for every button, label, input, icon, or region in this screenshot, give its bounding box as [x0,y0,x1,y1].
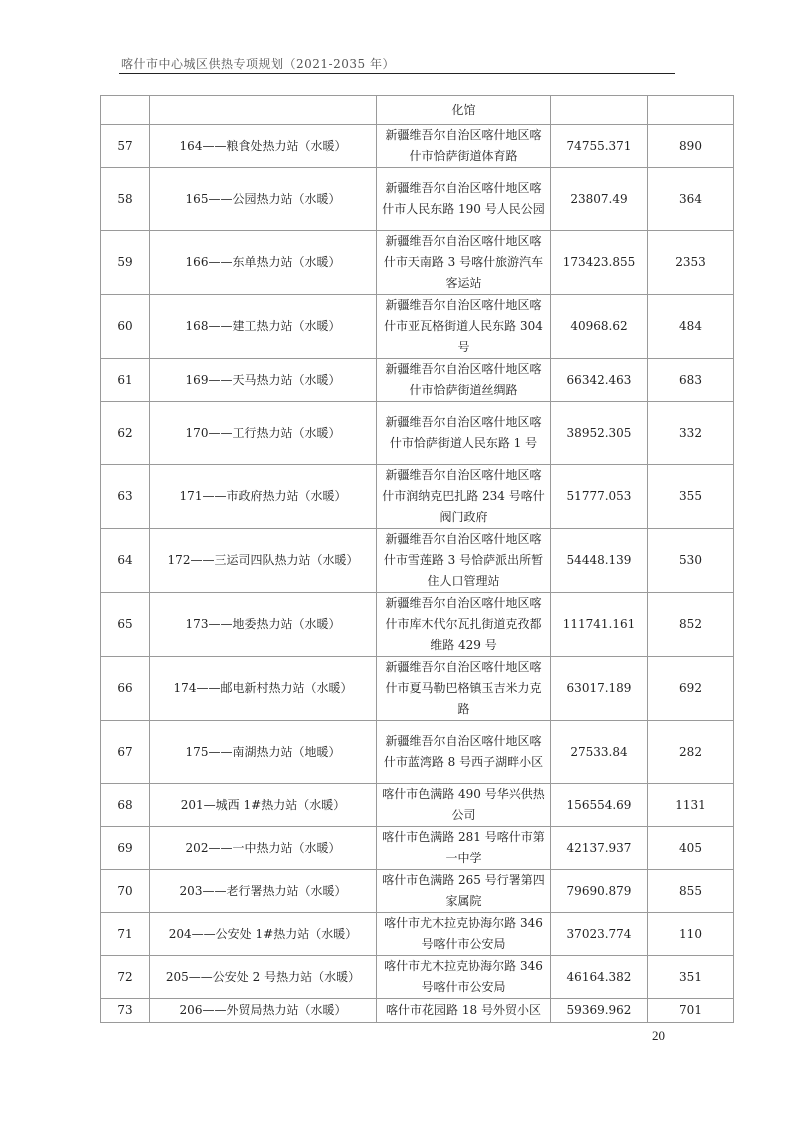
cell-address: 新疆维吾尔自治区喀什地区喀什市库木代尔瓦扎街道克孜都维路 429 号 [377,593,551,657]
cell-area: 59369.962 [551,999,648,1023]
table-row [101,529,734,593]
cell-area: 54448.139 [551,529,648,593]
cell-station-name: 166——东单热力站（水暖） [150,231,377,295]
cell-load: 852 [648,593,734,657]
table-row [101,827,734,870]
page-number: 20 [652,1028,665,1043]
table-row [101,359,734,402]
cell-load: 484 [648,295,734,359]
cell-load: 332 [648,402,734,465]
cell-address: 化馆 [377,96,551,125]
cell-area: 42137.937 [551,827,648,870]
cell-address: 新疆维吾尔自治区喀什地区喀什市润纳克巴扎路 234 号喀什阀门政府 [377,465,551,529]
table-row [101,956,734,999]
cell-station-name: 164——粮食处热力站（水暖） [150,125,377,168]
cell-area: 23807.49 [551,168,648,231]
page-header-title: 喀什市中心城区供热专项规划（2021-2035 年） [121,57,395,71]
cell-area: 156554.69 [551,784,648,827]
cell-area: 27533.84 [551,721,648,784]
cell-area [551,96,648,125]
table-row [101,784,734,827]
cell-station-name: 168——建工热力站（水暖） [150,295,377,359]
cell-area: 40968.62 [551,295,648,359]
table-row [101,465,734,529]
cell-load: 110 [648,913,734,956]
cell-area: 173423.855 [551,231,648,295]
cell-station-name: 172——三运司四队热力站（水暖） [150,529,377,593]
cell-index: 59 [101,231,150,295]
cell-station-name: 206——外贸局热力站（水暖） [150,999,377,1023]
cell-station-name: 201—城西 1#热力站（水暖） [150,784,377,827]
cell-index: 65 [101,593,150,657]
table-row [101,295,734,359]
cell-address: 新疆维吾尔自治区喀什地区喀什市恰萨街道人民东路 1 号 [377,402,551,465]
cell-load [648,96,734,125]
table-row [101,913,734,956]
cell-load: 692 [648,657,734,721]
cell-area: 74755.371 [551,125,648,168]
cell-index: 69 [101,827,150,870]
cell-load: 2353 [648,231,734,295]
cell-index: 71 [101,913,150,956]
cell-load: 355 [648,465,734,529]
cell-load: 855 [648,870,734,913]
cell-load: 364 [648,168,734,231]
table-row [101,721,734,784]
table-body [101,96,734,1023]
cell-address: 新疆维吾尔自治区喀什地区喀什市恰萨街道体育路 [377,125,551,168]
table-row [101,999,734,1023]
cell-station-name: 170——工行热力站（水暖） [150,402,377,465]
cell-index: 61 [101,359,150,402]
cell-index: 73 [101,999,150,1023]
cell-index: 62 [101,402,150,465]
cell-load: 530 [648,529,734,593]
cell-address: 喀什市色满路 281 号喀什市第一中学 [377,827,551,870]
cell-area: 66342.463 [551,359,648,402]
table-row [101,125,734,168]
cell-index: 60 [101,295,150,359]
cell-load: 683 [648,359,734,402]
heat-station-table [100,95,734,1023]
cell-address: 喀什市花园路 18 号外贸小区 [377,999,551,1023]
cell-index: 58 [101,168,150,231]
header-divider [119,73,675,74]
cell-address: 新疆维吾尔自治区喀什地区喀什市亚瓦格街道人民东路 304 号 [377,295,551,359]
cell-station-name: 165——公园热力站（水暖） [150,168,377,231]
cell-load: 282 [648,721,734,784]
table-row [101,657,734,721]
cell-load: 701 [648,999,734,1023]
cell-station-name: 175——南湖热力站（地暖） [150,721,377,784]
cell-station-name: 171——市政府热力站（水暖） [150,465,377,529]
cell-area: 38952.305 [551,402,648,465]
cell-station-name: 202——一中热力站（水暖） [150,827,377,870]
cell-index [101,96,150,125]
cell-load: 351 [648,956,734,999]
cell-index: 63 [101,465,150,529]
cell-address: 新疆维吾尔自治区喀什地区喀什市恰萨街道丝绸路 [377,359,551,402]
cell-index: 70 [101,870,150,913]
table-row [101,231,734,295]
cell-station-name: 173——地委热力站（水暖） [150,593,377,657]
cell-area: 111741.161 [551,593,648,657]
table-row [101,870,734,913]
cell-station-name: 174——邮电新村热力站（水暖） [150,657,377,721]
cell-station-name: 203——老行署热力站（水暖） [150,870,377,913]
cell-address: 喀什市色满路 265 号行署第四家属院 [377,870,551,913]
table-row [101,168,734,231]
cell-index: 67 [101,721,150,784]
cell-load: 1131 [648,784,734,827]
cell-station-name: 204——公安处 1#热力站（水暖） [150,913,377,956]
cell-area: 37023.774 [551,913,648,956]
cell-index: 66 [101,657,150,721]
cell-station-name: 205——公安处 2 号热力站（水暖） [150,956,377,999]
cell-index: 72 [101,956,150,999]
cell-area: 79690.879 [551,870,648,913]
cell-index: 64 [101,529,150,593]
cell-area: 46164.382 [551,956,648,999]
cell-address: 新疆维吾尔自治区喀什地区喀什市人民东路 190 号人民公园 [377,168,551,231]
cell-index: 57 [101,125,150,168]
cell-station-name: 169——天马热力站（水暖） [150,359,377,402]
table-row [101,593,734,657]
cell-address: 新疆维吾尔自治区喀什地区喀什市蓝湾路 8 号西子湖畔小区 [377,721,551,784]
cell-address: 新疆维吾尔自治区喀什地区喀什市夏马勒巴格镇玉吉米力克路 [377,657,551,721]
table-row-continuation [101,96,734,125]
cell-area: 51777.053 [551,465,648,529]
cell-address: 喀什市色满路 490 号华兴供热公司 [377,784,551,827]
cell-station-name [150,96,377,125]
cell-load: 890 [648,125,734,168]
table-row [101,402,734,465]
cell-address: 新疆维吾尔自治区喀什地区喀什市天南路 3 号喀什旅游汽车客运站 [377,231,551,295]
cell-load: 405 [648,827,734,870]
cell-address: 喀什市尤木拉克协海尔路 346 号喀什市公安局 [377,913,551,956]
cell-address: 喀什市尤木拉克协海尔路 346 号喀什市公安局 [377,956,551,999]
cell-address: 新疆维吾尔自治区喀什地区喀什市雪莲路 3 号恰萨派出所暂住人口管理站 [377,529,551,593]
cell-area: 63017.189 [551,657,648,721]
cell-index: 68 [101,784,150,827]
